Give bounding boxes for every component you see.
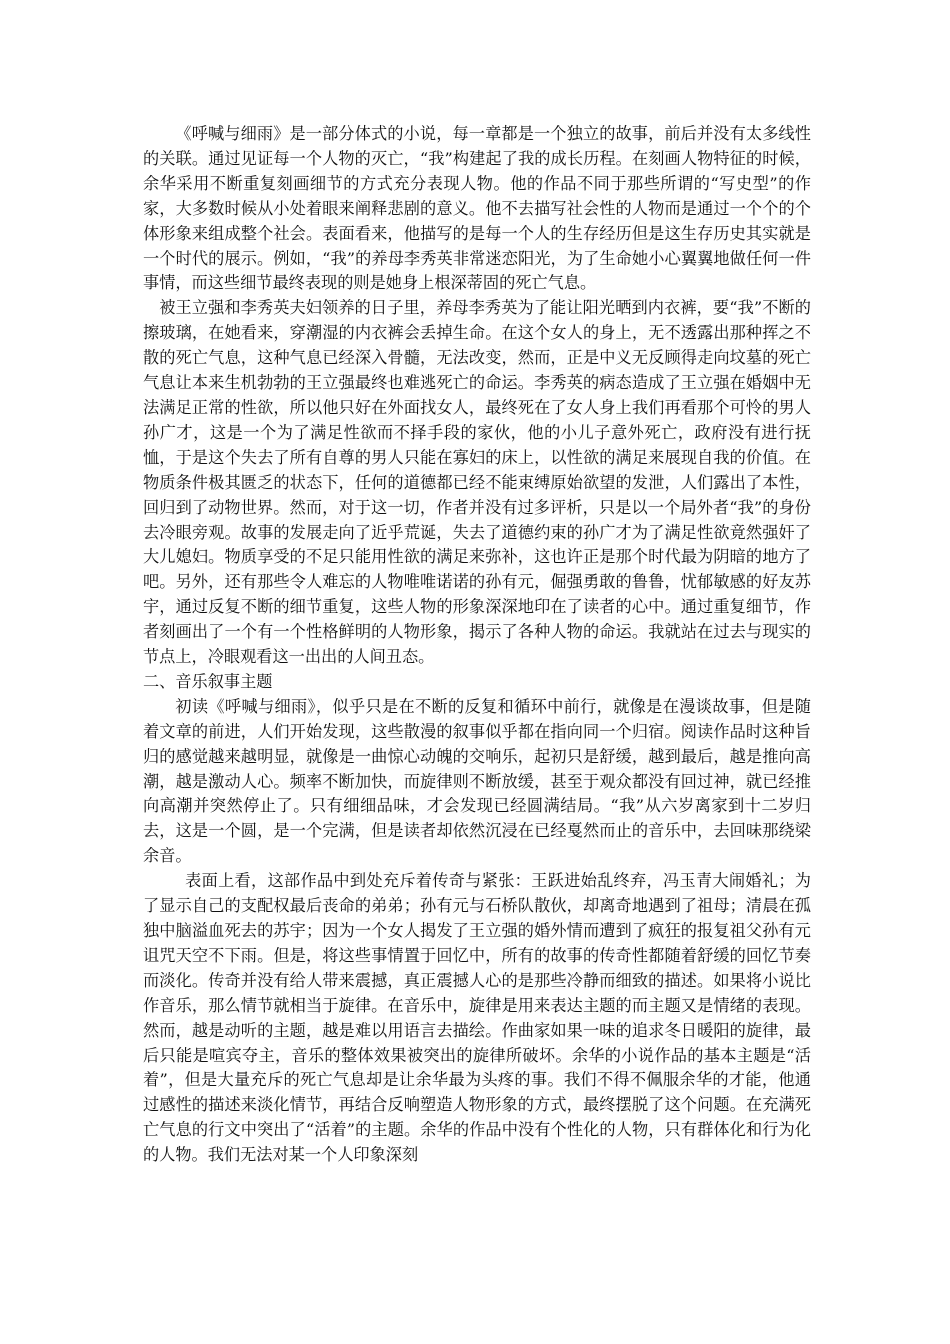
body-paragraph: 初读《呼喊与细雨》，似乎只是在不断的反复和循环中前行，就像是在漫谈故事，但是随着文章的前进，人们开始发现，这些散漫的叙事似乎都在指向同一个归宿。阅读作品时这种旨归的感觉越来越明显，就像是一曲惊心动魄的交响乐，起初只是舒缓，越到最后，越是推向高潮，越是激动人心。频率不断加快，而旋律则不断放缓，甚至于观众都没有回过神，就已经推向高潮并突然停止了。只有细细品味，才会发现已经圆满结局。“我”从六岁离家到十二岁归去，这是一个圆，是一个完满，但是读者却依然沉浸在已经戛然而止的音乐中，去回味那绕梁余音。 (143, 696, 811, 866)
body-paragraph: 表面上看，这部作品中到处充斥着传奇与紧张：王跃进始乱终弃，冯玉青大闹婚礼；为了显示自己的支配权最后丧命的弟弟；孙有元与石桥队散伙，却离奇地遇到了祖母；清晨在孤独中脑溢血死去的苏宇；因为一个女人揭发了王立强的婚外情而遭到了疯狂的报复祖父孙有元诅咒天空不下雨。但是，将这些事情置于回忆中，所有的故事的传奇性都随着舒缓的回忆节奏而淡化。传奇并没有给人带来震撼，真正震撼人心的是那些冷静而细致的描述。如果将小说比作音乐，那么情节就相当于旋律。在音乐中，旋律是用来表达主题的而主题又是情绪的表现。然而，越是动听的主题，越是难以用语言去描绘。作曲家如果一味的追求冬日暖阳的旋律，最后只能是喧宾夺主，音乐的整体效果被突出的旋律所破坏。余华的小说作品的基本主题是“活着”，但是大量充斥的死亡气息却是让余华最为头疼的事。我们不得不佩服余华的才能，他通过感性的描述来淡化情节，再结合反响塑造人物形象的方式，最终摆脱了这个问题。在充满死亡气息的行文中突出了“活着”的主题。余华的作品中没有个性化的人物，只有群体化和行为化的人物。我们无法对某一个人印象深刻 (143, 871, 811, 1165)
document-body (143, 122, 811, 1168)
section-heading: 二、音乐叙事主题 (143, 671, 273, 691)
body-paragraph: 《呼喊与细雨》是一部分体式的小说，每一章都是一个独立的故事，前后并没有太多线性的关联。通过见证每一个人物的灭亡，“我”构建起了我的成长历程。在刻画人物特征的时候，余华采用不断重复刻画细节的方式充分表现人物。他的作品不同于那些所谓的“写史型”的作家，大多数时候从小处着眼来阐释悲剧的意义。他不去描写社会性的人物而是通过一个个的个体形象来组成整个社会。表面看来，他描写的是每一个人的生存经历但是这生存历史其实就是一个时代的展示。例如，“我”的养母李秀英非常迷恋阳光，为了生命她小心翼翼地做任何一件事情，而这些细节最终表现的则是她身上根深蒂固的死亡气息。 (143, 124, 811, 293)
body-paragraph: 被王立强和李秀英夫妇领养的日子里，养母李秀英为了能让阳光晒到内衣裤，要“我”不断的擦玻璃，在她看来，穿潮湿的内衣裤会丢掉生命。在这个女人的身上，无不透露出那种挥之不散的死亡气息，这种气息已经深入骨髓，无法改变，然而，正是中义无反顾得走向坟墓的死亡气息让本来生机勃勃的王立强最终也难逃死亡的命运。李秀英的病态造成了王立强在婚姻中无法满足正常的性欲，所以他只好在外面找女人，最终死在了女人身上我们再看那个可怜的男人孙广才，这是一个为了满足性欲而不择手段的家伙，他的小儿子意外死亡，政府没有进行抚恤，于是这个失去了所有自尊的男人只能在寡妇的床上，以性欲的满足来展现自我的价值。在物质条件极其匮乏的状态下，任何的道德都已经不能束缚原始欲望的发泄，人们露出了本性，回归到了动物世界。然而，对于这一切，作者并没有过多评析，只是以一个局外者“我”的身份去冷眼旁观。故事的发展走向了近乎荒诞，失去了道德约束的孙广才为了满足性欲竟然强奸了大儿媳妇。物质享受的不足只能用性欲的满足来弥补，这也许正是那个时代最为阴暗的地方了吧。另外，还有那些令人难忘的人物唯唯诺诺的孙有元，倔强勇敢的鲁鲁，忧郁敏感的好友苏宇，通过反复不断的细节重复，这些人物的形象深深地印在了读者的心中。通过重复细节，作者刻画出了一个有一个性格鲜明的人物形象，揭示了各种人物的命运。我就站在过去与现实的节点上，冷眼观看这一出出的人间丑态。 (143, 298, 811, 667)
